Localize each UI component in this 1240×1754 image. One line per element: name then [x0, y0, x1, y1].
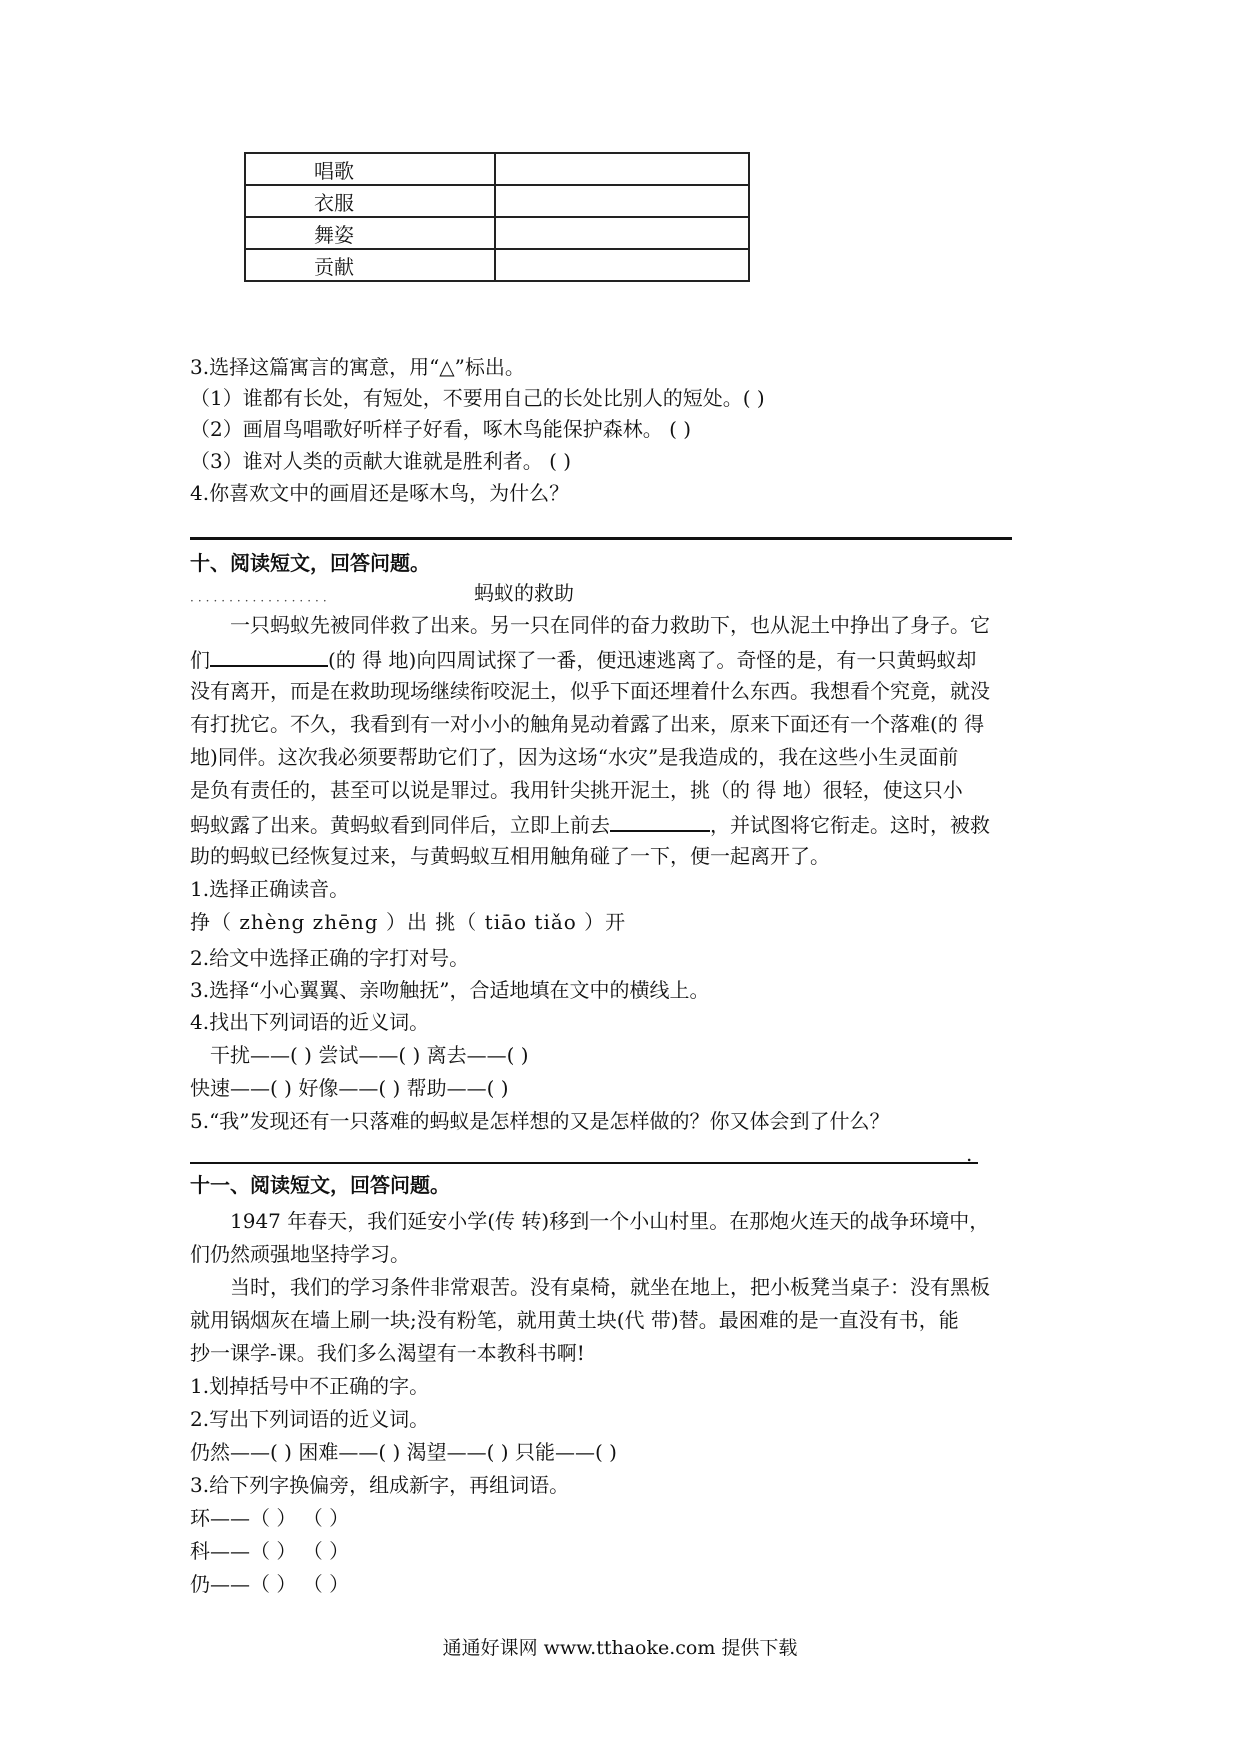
radical-row: 环——（ ） （ ）	[190, 1506, 350, 1530]
passage-line: 有打扰它。不久，我看到有一对小小的触角晃动着露了出来，原来下面还有一个落难(的 得	[190, 712, 985, 736]
question-3: 3.选择“小心翼翼、亲吻触抚”，合适地填在文中的横线上。	[190, 978, 710, 1002]
passage-line	[190, 808, 990, 840]
passage-line: 1947 年春天，我们延安小学(传 转)移到一个小山村里。在那炮火连天的战争环境中，	[230, 1209, 990, 1233]
table-value[interactable]	[495, 217, 749, 249]
option-2: （2）画眉鸟唱歌好听样子好看，啄木鸟能保护森林。 ( )	[190, 417, 692, 441]
passage-text: 蚂蚁露了出来。黄蚂蚁看到同伴后，立即上前去	[190, 813, 610, 837]
passage-line: 地)同伴。这次我必须要帮助它们了，因为这场“水灾”是我造成的，我在这些小生灵面前	[190, 745, 959, 769]
table-row	[245, 153, 749, 185]
passage-line: 抄一课学-课。我们多么渴望有一本教科书啊!	[190, 1341, 585, 1365]
synonym-row: 仍然——( ) 困难——( ) 渴望——( ) 只能——( )	[190, 1440, 617, 1464]
radical-row: 仍——（ ） （ ）	[190, 1572, 350, 1596]
passage-text: ，并试图将它衔走。这时，被救	[710, 813, 990, 837]
question-5: 5.“我”发现还有一只落难的蚂蚁是怎样想的又是怎样做的？你又体会到了什么？	[190, 1109, 890, 1133]
radical-row: 科——（ ） （ ）	[190, 1539, 350, 1563]
question-3: 3.选择这篇寓言的寓意，用“△”标出。	[190, 355, 525, 379]
passage-line: 当时，我们的学习条件非常艰苦。没有桌椅，就坐在地上，把小板凳当桌子：没有黑板	[230, 1275, 990, 1299]
dotted-divider: ··················	[190, 594, 331, 608]
table-row	[245, 217, 749, 249]
table-key: 唱歌	[245, 153, 495, 185]
passage-line	[190, 643, 976, 675]
passage-line: 没有离开，而是在救助现场继续衔咬泥土，似乎下面还埋着什么东西。我想看个究竟，就没	[190, 679, 990, 703]
section-heading-11: 十一、阅读短文，回答问题。	[190, 1173, 450, 1197]
answer-line[interactable]	[190, 1162, 978, 1164]
section-heading-10: 十、阅读短文，回答问题。	[190, 551, 430, 575]
table-value[interactable]	[495, 153, 749, 185]
option-1: （1）谁都有长处，有短处，不要用自己的长处比别人的短处。( )	[190, 386, 765, 410]
question-1: 1.划掉括号中不正确的字。	[190, 1374, 430, 1398]
question-4: 4.你喜欢文中的画眉还是啄木鸟，为什么？	[190, 481, 570, 505]
table-key: 贡献	[245, 249, 495, 281]
synonym-row: 干扰——( ) 尝试——( ) 离去——( )	[210, 1043, 529, 1067]
passage-text: 们	[190, 648, 210, 672]
synonym-row: 快速——( ) 好像——( ) 帮助——( )	[190, 1076, 509, 1100]
passage-line: 们仍然顽强地坚持学习。	[190, 1242, 410, 1266]
passage-line: 就用锅烟灰在墙上刷一块;没有粉笔，就用黄土块(代 带)替。最困难的是一直没有书，能	[190, 1308, 959, 1332]
passage-text: (的 得 地)向四周试探了一番，便迅速逃离了。奇怪的是，有一只黄蚂蚁却	[328, 648, 977, 672]
table-row	[245, 185, 749, 217]
pinyin-choice: 挣（ zhèng zhēng ）出 挑（ tiāo tiǎo ）开	[190, 910, 627, 934]
question-1: 1.选择正确读音。	[190, 877, 350, 901]
fill-blank[interactable]	[610, 808, 710, 832]
table-value[interactable]	[495, 185, 749, 217]
table-value[interactable]	[495, 249, 749, 281]
passage-line: 助的蚂蚁已经恢复过来，与黄蚂蚁互相用触角碰了一下，便一起离开了。	[190, 844, 830, 868]
option-3: （3）谁对人类的贡献大谁就是胜利者。 ( )	[190, 449, 572, 473]
comparison-table	[244, 152, 750, 282]
answer-line[interactable]	[190, 537, 1012, 540]
question-4: 4.找出下列词语的近义词。	[190, 1010, 430, 1034]
footer-text: 通通好课网 www.tthaoke.com 提供下载	[442, 1637, 798, 1659]
table-key: 衣服	[245, 185, 495, 217]
table-key: 舞姿	[245, 217, 495, 249]
question-2: 2.写出下列词语的近义词。	[190, 1407, 430, 1431]
question-3: 3.给下列字换偏旁，组成新字，再组词语。	[190, 1473, 570, 1497]
fill-blank[interactable]	[210, 643, 328, 667]
passage-line: 是负有责任的，甚至可以说是罪过。我用针尖挑开泥土，挑（的 得 地）很轻，使这只小	[190, 778, 963, 802]
passage-title: 蚂蚁的救助	[474, 581, 574, 605]
end-dot: .	[966, 1142, 973, 1166]
question-2: 2.给文中选择正确的字打对号。	[190, 946, 470, 970]
table-row	[245, 249, 749, 281]
passage-line: 一只蚂蚁先被同伴救了出来。另一只在同伴的奋力救助下，也从泥土中挣出了身子。它	[230, 613, 990, 637]
